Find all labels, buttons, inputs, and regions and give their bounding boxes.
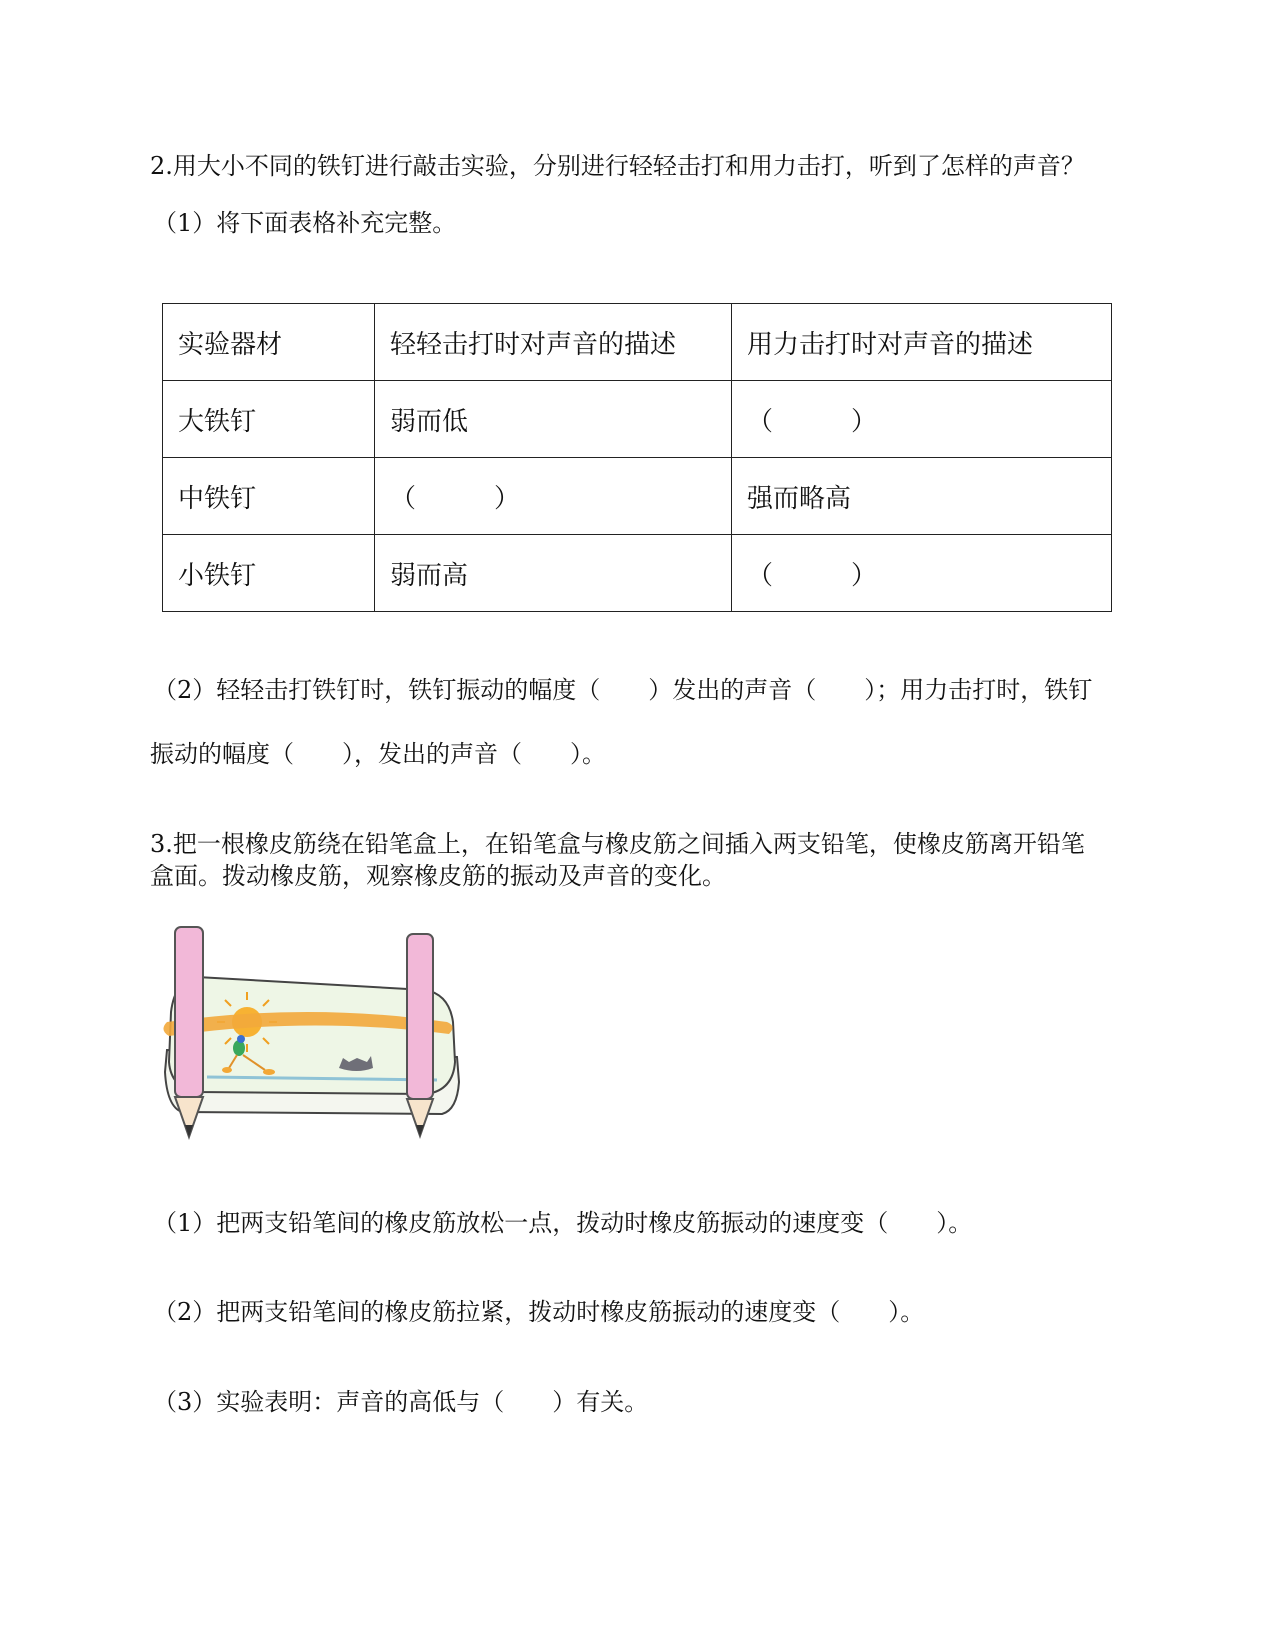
question-2-part-2-line-1: （2）轻轻击打铁钉时，铁钉振动的幅度（ ）发出的声音（ ）；用力击打时，铁钉 [153,676,1093,704]
question-3-title-line-1: 3.把一根橡皮筋绕在铅笔盒上，在铅笔盒与橡皮筋之间插入两支铅笔，使橡皮筋离开铅笔 [150,830,1085,858]
table-cell: 强而略高 [732,458,1112,535]
table-cell-blank[interactable]: （ ） [375,458,732,535]
question-2-title: 2.用大小不同的铁钉进行敲击实验，分别进行轻轻击打和用力击打，听到了怎样的声音？ [150,152,1085,180]
table-row [163,458,1112,535]
question-3-title-line-2: 盒面。拨动橡皮筋，观察橡皮筋的振动及声音的变化。 [150,862,726,890]
table-header-cell: 用力击打时对声音的描述 [732,304,1112,381]
table-cell: 小铁钉 [163,535,375,612]
question-2-part-1: （1）将下面表格补充完整。 [153,209,457,237]
table-header-cell: 实验器材 [163,304,375,381]
left-pencil-icon [175,927,203,1137]
pencil-box-rubber-band-illustration [157,922,477,1142]
table-cell-blank[interactable]: （ ） [732,381,1112,458]
table-header-row [163,304,1112,381]
right-pencil-icon [407,934,433,1136]
table-cell: 大铁钉 [163,381,375,458]
question-3-part-3: （3）实验表明：声音的高低与（ ）有关。 [153,1388,649,1416]
question-3-part-1: （1）把两支铅笔间的橡皮筋放松一点，拨动时橡皮筋振动的速度变（ ）。 [153,1209,973,1237]
table-row [163,381,1112,458]
table-row [163,535,1112,612]
nail-sound-table [162,303,1112,612]
table-cell: 中铁钉 [163,458,375,535]
question-3-part-2: （2）把两支铅笔间的橡皮筋拉紧，拨动时橡皮筋振动的速度变（ ）。 [153,1298,925,1326]
table-cell: 弱而高 [375,535,732,612]
question-2-part-2-line-2: 振动的幅度（ ），发出的声音（ ）。 [150,740,606,768]
table-cell: 弱而低 [375,381,732,458]
table-header-cell: 轻轻击打时对声音的描述 [375,304,732,381]
table-cell-blank[interactable]: （ ） [732,535,1112,612]
